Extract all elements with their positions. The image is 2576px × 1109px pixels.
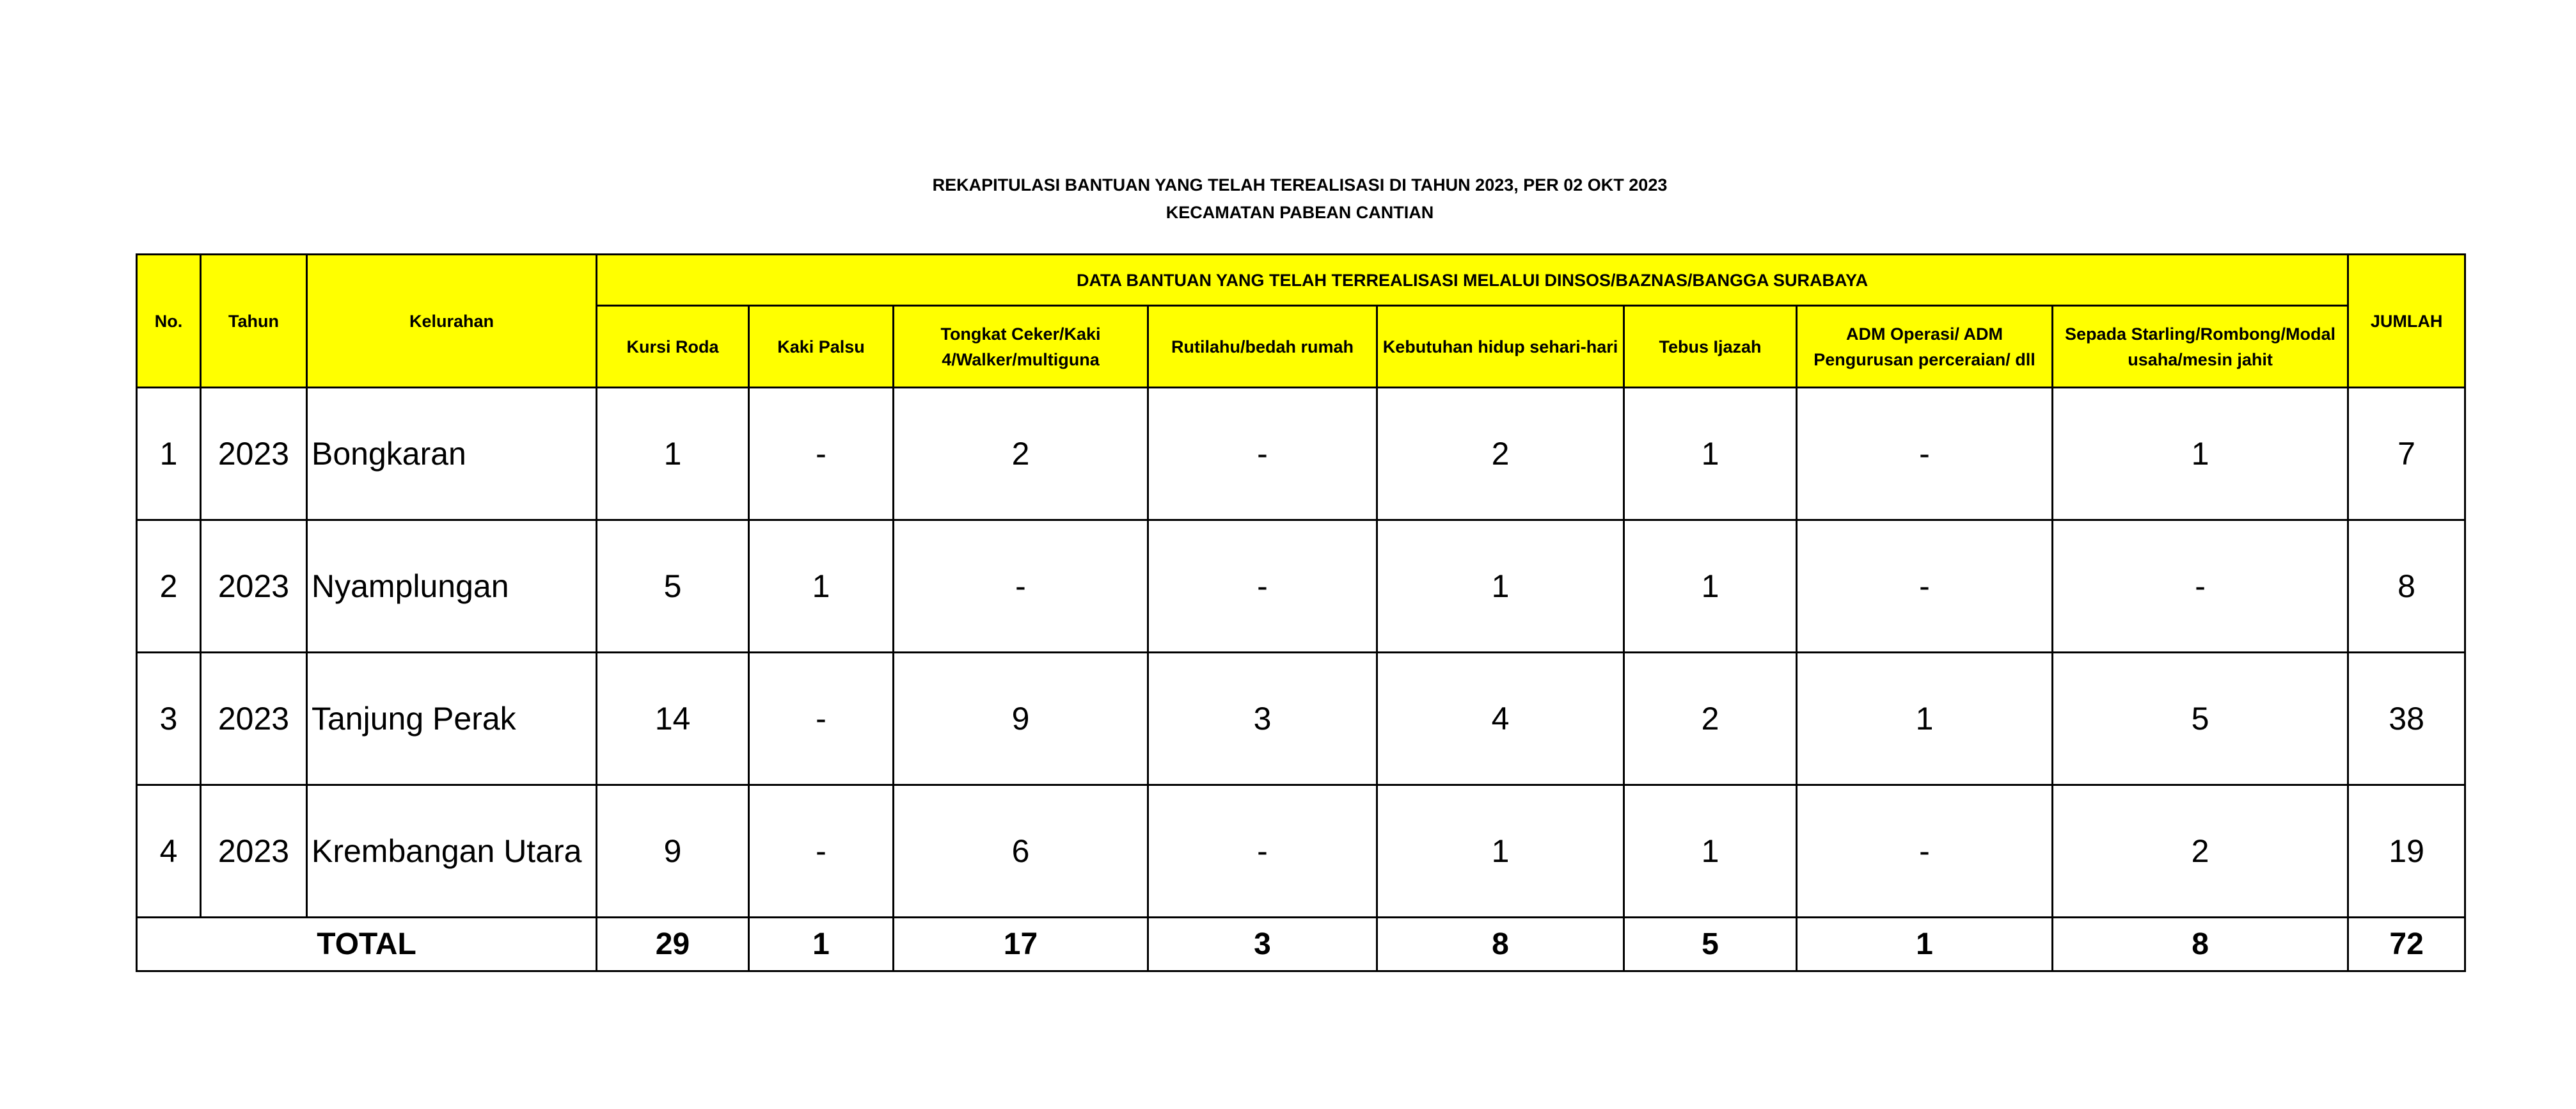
- cell-value: 4: [1377, 653, 1624, 785]
- header-kelurahan: Kelurahan: [307, 255, 597, 388]
- cell-jumlah: 7: [2348, 388, 2465, 520]
- cell-value: 9: [597, 785, 749, 918]
- total-value: 8: [2053, 918, 2348, 971]
- cell-no: 3: [137, 653, 201, 785]
- cell-value: 3: [1148, 653, 1377, 785]
- document-title: [136, 172, 2464, 227]
- cell-value: -: [1148, 388, 1377, 520]
- cell-tahun: 2023: [201, 520, 307, 653]
- cell-value: 14: [597, 653, 749, 785]
- cell-jumlah: 38: [2348, 653, 2465, 785]
- header-adm-operasi: ADM Operasi/ ADM Pengurusan perceraian/ dll: [1797, 306, 2053, 388]
- cell-kelurahan: Nyamplungan: [307, 520, 597, 653]
- table-row: [137, 520, 2465, 653]
- cell-value: -: [894, 520, 1148, 653]
- header-kaki-palsu: Kaki Palsu: [749, 306, 894, 388]
- cell-value: 1: [749, 520, 894, 653]
- cell-value: 1: [1624, 785, 1797, 918]
- title-line-1: REKAPITULASI BANTUAN YANG TELAH TEREALISASI DI TAHUN 2023, PER 02 OKT 2023: [932, 175, 1668, 195]
- total-value: 29: [597, 918, 749, 971]
- table-row: [137, 653, 2465, 785]
- cell-value: 2: [2053, 785, 2348, 918]
- cell-no: 2: [137, 520, 201, 653]
- cell-value: -: [1797, 785, 2053, 918]
- cell-value: -: [1148, 785, 1377, 918]
- header-group: DATA BANTUAN YANG TELAH TERREALISASI MELALUI DINSOS/BAZNAS/BANGGA SURABAYA: [597, 255, 2348, 306]
- title-line-2: KECAMATAN PABEAN CANTIAN: [1166, 203, 1434, 222]
- cell-value: 1: [2053, 388, 2348, 520]
- header-tahun: Tahun: [201, 255, 307, 388]
- header-row-group: [137, 255, 2465, 306]
- cell-kelurahan: Bongkaran: [307, 388, 597, 520]
- cell-value: 5: [597, 520, 749, 653]
- cell-jumlah: 8: [2348, 520, 2465, 653]
- cell-value: -: [749, 653, 894, 785]
- cell-value: -: [1797, 520, 2053, 653]
- total-value: 17: [894, 918, 1148, 971]
- header-kursi-roda: Kursi Roda: [597, 306, 749, 388]
- cell-value: -: [2053, 520, 2348, 653]
- cell-value: 1: [1624, 520, 1797, 653]
- cell-tahun: 2023: [201, 653, 307, 785]
- total-value: 5: [1624, 918, 1797, 971]
- cell-kelurahan: Krembangan Utara: [307, 785, 597, 918]
- cell-value: -: [749, 785, 894, 918]
- cell-value: 1: [1377, 520, 1624, 653]
- cell-no: 4: [137, 785, 201, 918]
- cell-value: 1: [1377, 785, 1624, 918]
- cell-value: 9: [894, 653, 1148, 785]
- total-jumlah: 72: [2348, 918, 2465, 971]
- header-sepada: Sepada Starling/Rombong/Modal usaha/mesin jahit: [2053, 306, 2348, 388]
- total-value: 3: [1148, 918, 1377, 971]
- cell-value: 1: [1624, 388, 1797, 520]
- cell-tahun: 2023: [201, 388, 307, 520]
- header-tongkat: Tongkat Ceker/Kaki 4/Walker/multiguna: [894, 306, 1148, 388]
- cell-value: -: [1148, 520, 1377, 653]
- table-row: [137, 388, 2465, 520]
- header-kebutuhan-hidup: Kebutuhan hidup sehari-hari: [1377, 306, 1624, 388]
- cell-tahun: 2023: [201, 785, 307, 918]
- cell-value: -: [1797, 388, 2053, 520]
- cell-value: 2: [1377, 388, 1624, 520]
- header-jumlah: JUMLAH: [2348, 255, 2465, 388]
- cell-jumlah: 19: [2348, 785, 2465, 918]
- cell-value: 6: [894, 785, 1148, 918]
- cell-value: 1: [597, 388, 749, 520]
- total-value: 8: [1377, 918, 1624, 971]
- total-label: TOTAL: [137, 918, 597, 971]
- cell-value: -: [749, 388, 894, 520]
- total-value: 1: [1797, 918, 2053, 971]
- recap-table: [136, 253, 2466, 972]
- total-value: 1: [749, 918, 894, 971]
- cell-kelurahan: Tanjung Perak: [307, 653, 597, 785]
- total-row: [137, 918, 2465, 971]
- cell-no: 1: [137, 388, 201, 520]
- cell-value: 1: [1797, 653, 2053, 785]
- cell-value: 5: [2053, 653, 2348, 785]
- cell-value: 2: [1624, 653, 1797, 785]
- header-rutilahu: Rutilahu/bedah rumah: [1148, 306, 1377, 388]
- table-row: [137, 785, 2465, 918]
- header-tebus-ijazah: Tebus Ijazah: [1624, 306, 1797, 388]
- header-no: No.: [137, 255, 201, 388]
- cell-value: 2: [894, 388, 1148, 520]
